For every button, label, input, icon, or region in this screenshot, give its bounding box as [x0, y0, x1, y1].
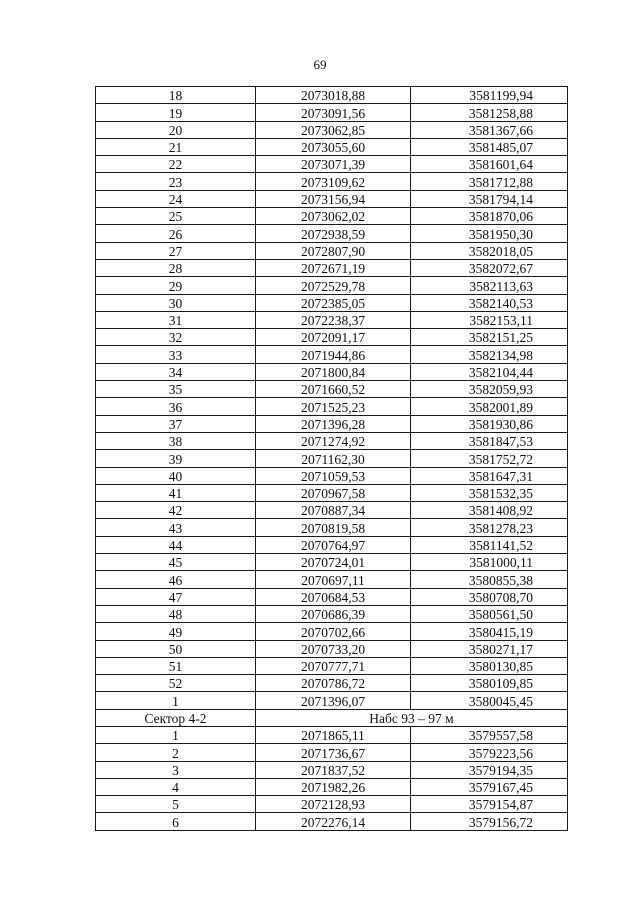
point-number-cell: 25 [96, 208, 256, 225]
x-coordinate-cell: 2072385,05 [256, 294, 411, 311]
point-number-cell: 37 [96, 415, 256, 432]
y-coordinate-cell: 3579194,35 [411, 761, 568, 778]
table-row [96, 692, 568, 709]
x-coordinate-cell: 2071274,92 [256, 432, 411, 449]
point-number-cell: 46 [96, 571, 256, 588]
y-coordinate-cell: 3581258,88 [411, 104, 568, 121]
point-number-cell: 39 [96, 450, 256, 467]
point-number-cell: 41 [96, 484, 256, 501]
x-coordinate-cell: 2073062,02 [256, 208, 411, 225]
y-coordinate-cell: 3580271,17 [411, 640, 568, 657]
x-coordinate-cell: 2070764,97 [256, 536, 411, 553]
table-row [96, 311, 568, 328]
table-row [96, 675, 568, 692]
point-number-cell: 3 [96, 761, 256, 778]
table-row [96, 225, 568, 242]
y-coordinate-cell: 3581532,35 [411, 484, 568, 501]
point-number-cell: 52 [96, 675, 256, 692]
table-row [96, 554, 568, 571]
point-number-cell: 20 [96, 121, 256, 138]
x-coordinate-cell: 2071660,52 [256, 381, 411, 398]
y-coordinate-cell: 3580415,19 [411, 623, 568, 640]
y-coordinate-cell: 3581408,92 [411, 502, 568, 519]
table-row [96, 519, 568, 536]
table-row [96, 450, 568, 467]
point-number-cell: 33 [96, 346, 256, 363]
coordinates-table-body-top [96, 87, 568, 710]
coordinates-table-body-bottom [96, 726, 568, 830]
y-coordinate-cell: 3581847,53 [411, 432, 568, 449]
point-number-cell: 29 [96, 277, 256, 294]
y-coordinate-cell: 3579223,56 [411, 744, 568, 761]
section-label: Сектор 4-2 [96, 709, 256, 726]
y-coordinate-cell: 3581141,52 [411, 536, 568, 553]
table-row [96, 346, 568, 363]
y-coordinate-cell: 3581199,94 [411, 87, 568, 104]
y-coordinate-cell: 3581278,23 [411, 519, 568, 536]
x-coordinate-cell: 2072128,93 [256, 796, 411, 813]
y-coordinate-cell: 3581794,14 [411, 190, 568, 207]
point-number-cell: 50 [96, 640, 256, 657]
point-number-cell: 43 [96, 519, 256, 536]
table-row [96, 277, 568, 294]
table-row [96, 657, 568, 674]
table-row [96, 467, 568, 484]
y-coordinate-cell: 3581950,30 [411, 225, 568, 242]
x-coordinate-cell: 2070967,58 [256, 484, 411, 501]
x-coordinate-cell: 2070684,53 [256, 588, 411, 605]
y-coordinate-cell: 3581930,86 [411, 415, 568, 432]
table-row [96, 640, 568, 657]
point-number-cell: 6 [96, 813, 256, 830]
table-row [96, 588, 568, 605]
table-row [96, 329, 568, 346]
y-coordinate-cell: 3582151,25 [411, 329, 568, 346]
y-coordinate-cell: 3582072,67 [411, 259, 568, 276]
point-number-cell: 22 [96, 156, 256, 173]
table-row [96, 813, 568, 830]
x-coordinate-cell: 2071396,07 [256, 692, 411, 709]
point-number-cell: 36 [96, 398, 256, 415]
point-number-cell: 42 [96, 502, 256, 519]
x-coordinate-cell: 2070702,66 [256, 623, 411, 640]
point-number-cell: 35 [96, 381, 256, 398]
y-coordinate-cell: 3581601,64 [411, 156, 568, 173]
x-coordinate-cell: 2073156,94 [256, 190, 411, 207]
table-row [96, 121, 568, 138]
x-coordinate-cell: 2071800,84 [256, 363, 411, 380]
x-coordinate-cell: 2073018,88 [256, 87, 411, 104]
y-coordinate-cell: 3581752,72 [411, 450, 568, 467]
y-coordinate-cell: 3580708,70 [411, 588, 568, 605]
x-coordinate-cell: 2073071,39 [256, 156, 411, 173]
x-coordinate-cell: 2072671,19 [256, 259, 411, 276]
y-coordinate-cell: 3582113,63 [411, 277, 568, 294]
x-coordinate-cell: 2070786,72 [256, 675, 411, 692]
x-coordinate-cell: 2071982,26 [256, 778, 411, 795]
x-coordinate-cell: 2071525,23 [256, 398, 411, 415]
y-coordinate-cell: 3579154,87 [411, 796, 568, 813]
point-number-cell: 2 [96, 744, 256, 761]
table-row [96, 571, 568, 588]
point-number-cell: 19 [96, 104, 256, 121]
table-row [96, 156, 568, 173]
y-coordinate-cell: 3581870,06 [411, 208, 568, 225]
table-row [96, 415, 568, 432]
point-number-cell: 4 [96, 778, 256, 795]
point-number-cell: 1 [96, 726, 256, 743]
table-row [96, 104, 568, 121]
x-coordinate-cell: 2071162,30 [256, 450, 411, 467]
y-coordinate-cell: 3581712,88 [411, 173, 568, 190]
y-coordinate-cell: 3582140,53 [411, 294, 568, 311]
table-row [96, 190, 568, 207]
point-number-cell: 48 [96, 605, 256, 622]
x-coordinate-cell: 2071059,53 [256, 467, 411, 484]
y-coordinate-cell: 3582059,93 [411, 381, 568, 398]
table-row [96, 536, 568, 553]
page-number: 69 [313, 57, 327, 72]
y-coordinate-cell: 3580855,38 [411, 571, 568, 588]
table-row [96, 363, 568, 380]
table-row [96, 259, 568, 276]
point-number-cell: 24 [96, 190, 256, 207]
point-number-cell: 30 [96, 294, 256, 311]
table-row [96, 173, 568, 190]
y-coordinate-cell: 3580045,45 [411, 692, 568, 709]
table-row [96, 796, 568, 813]
x-coordinate-cell: 2073055,60 [256, 138, 411, 155]
point-number-cell: 32 [96, 329, 256, 346]
point-number-cell: 49 [96, 623, 256, 640]
y-coordinate-cell: 3582153,11 [411, 311, 568, 328]
x-coordinate-cell: 2070733,20 [256, 640, 411, 657]
x-coordinate-cell: 2070887,34 [256, 502, 411, 519]
point-number-cell: 28 [96, 259, 256, 276]
table-row [96, 87, 568, 104]
table-row [96, 381, 568, 398]
x-coordinate-cell: 2070686,39 [256, 605, 411, 622]
point-number-cell: 1 [96, 692, 256, 709]
section-row [96, 709, 568, 726]
point-number-cell: 51 [96, 657, 256, 674]
x-coordinate-cell: 2071944,86 [256, 346, 411, 363]
x-coordinate-cell: 2071865,11 [256, 726, 411, 743]
table-row [96, 432, 568, 449]
y-coordinate-cell: 3580130,85 [411, 657, 568, 674]
point-number-cell: 47 [96, 588, 256, 605]
y-coordinate-cell: 3582134,98 [411, 346, 568, 363]
x-coordinate-cell: 2070777,71 [256, 657, 411, 674]
table-row [96, 623, 568, 640]
table-row [96, 398, 568, 415]
y-coordinate-cell: 3581000,11 [411, 554, 568, 571]
table-row [96, 761, 568, 778]
x-coordinate-cell: 2072276,14 [256, 813, 411, 830]
y-coordinate-cell: 3581367,66 [411, 121, 568, 138]
section-depth-value: Набс 93 – 97 м [256, 709, 568, 726]
point-number-cell: 40 [96, 467, 256, 484]
x-coordinate-cell: 2071837,52 [256, 761, 411, 778]
y-coordinate-cell: 3582104,44 [411, 363, 568, 380]
table-row [96, 484, 568, 501]
table-row [96, 502, 568, 519]
point-number-cell: 34 [96, 363, 256, 380]
table-row [96, 605, 568, 622]
table-row [96, 778, 568, 795]
point-number-cell: 23 [96, 173, 256, 190]
y-coordinate-cell: 3582001,89 [411, 398, 568, 415]
x-coordinate-cell: 2073062,85 [256, 121, 411, 138]
point-number-cell: 31 [96, 311, 256, 328]
point-number-cell: 27 [96, 242, 256, 259]
x-coordinate-cell: 2073109,62 [256, 173, 411, 190]
y-coordinate-cell: 3582018,05 [411, 242, 568, 259]
point-number-cell: 45 [96, 554, 256, 571]
section-header [96, 709, 568, 726]
table-row [96, 208, 568, 225]
x-coordinate-cell: 2072938,59 [256, 225, 411, 242]
x-coordinate-cell: 2072529,78 [256, 277, 411, 294]
y-coordinate-cell: 3581647,31 [411, 467, 568, 484]
point-number-cell: 5 [96, 796, 256, 813]
y-coordinate-cell: 3579156,72 [411, 813, 568, 830]
table-row [96, 726, 568, 743]
x-coordinate-cell: 2070697,11 [256, 571, 411, 588]
x-coordinate-cell: 2073091,56 [256, 104, 411, 121]
table-row [96, 294, 568, 311]
y-coordinate-cell: 3580109,85 [411, 675, 568, 692]
x-coordinate-cell: 2070724,01 [256, 554, 411, 571]
table-row [96, 744, 568, 761]
x-coordinate-cell: 2072091,17 [256, 329, 411, 346]
point-number-cell: 18 [96, 87, 256, 104]
y-coordinate-cell: 3580561,50 [411, 605, 568, 622]
x-coordinate-cell: 2070819,58 [256, 519, 411, 536]
y-coordinate-cell: 3579167,45 [411, 778, 568, 795]
coordinates-table [95, 86, 568, 831]
point-number-cell: 26 [96, 225, 256, 242]
point-number-cell: 21 [96, 138, 256, 155]
x-coordinate-cell: 2071736,67 [256, 744, 411, 761]
point-number-cell: 38 [96, 432, 256, 449]
table-row [96, 242, 568, 259]
x-coordinate-cell: 2072807,90 [256, 242, 411, 259]
x-coordinate-cell: 2072238,37 [256, 311, 411, 328]
table-row [96, 138, 568, 155]
y-coordinate-cell: 3579557,58 [411, 726, 568, 743]
y-coordinate-cell: 3581485,07 [411, 138, 568, 155]
x-coordinate-cell: 2071396,28 [256, 415, 411, 432]
point-number-cell: 44 [96, 536, 256, 553]
